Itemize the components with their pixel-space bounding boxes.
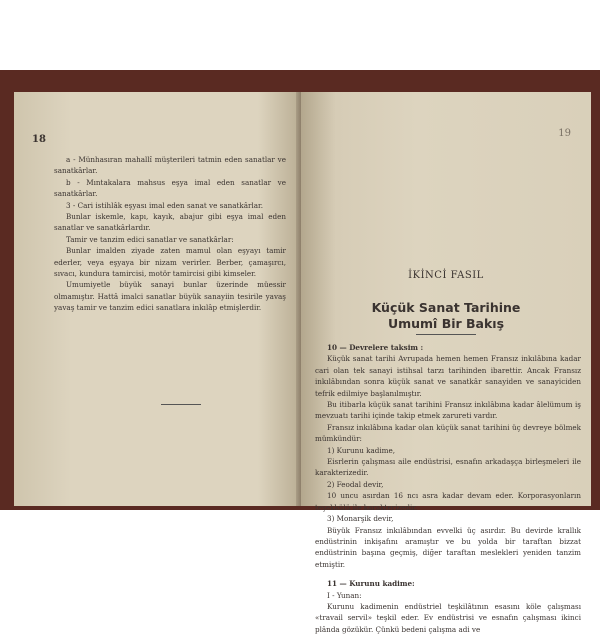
section-heading: 10 — Devrelere taksim : (327, 343, 424, 352)
paragraph: Küçük sanat tarihi Avrupada hemen hemen Fransız inkılâbına kadar cari olan tek sanayi istihsal tarzı tarihinden ibarettir. Ancak Fransız inkılâbından sonra küçük sanat ve sanatkâr sanayiden ve sanayiciden tefrik edilmiye başlanılmıştır. (315, 354, 581, 398)
list-item: 1) Kurunu kadime, (327, 445, 396, 455)
paragraph: Umumiyetle büyük sanayi bunlar üzerinde müessir olmamıştır. Hattâ imalci sanatlar büyük sanayiin tesirile yavaş yavaş tamir ve tanzim edici sanatlara inkılâp etmişlerdir. (54, 280, 286, 313)
left-page (14, 92, 301, 506)
list-item: 3) Monarşik devir, (327, 514, 394, 524)
paragraph: Eisrlerin çalışması aile endüstrisi, esnafın arkadaşça birleşmeleri ile karakterizedir. (315, 457, 581, 478)
section-heading: 11 — Kurunu kadime: (327, 579, 415, 589)
page-number: 19 (558, 128, 571, 139)
paragraph: Bunlar imalden ziyade zaten mamul olan eşyayı tamir ederler, veya eşyaya bir nizam verirler. Berber, çamaşırcı, sıvacı, kundura tamircisi, motör tamircisi gibi kimseler. (54, 246, 286, 279)
chapter-title-line1: Küçük Sanat Tarihine (371, 300, 521, 315)
chapter-label: İKİNCİ FASIL (408, 270, 484, 281)
paragraph: a - Münhasıran mahallî müşterileri tatmin eden sanatlar ve sanatkârlar. (54, 155, 286, 176)
page-number: 18 (32, 134, 46, 145)
paragraph: Fransız inkılâbına kadar olan küçük sanat tarihini üç devreye bölmek mümkündür: (315, 422, 581, 444)
paragraph: Tamir ve tanzim edici sanatlar ve sanatkârlar: (66, 234, 234, 244)
right-page-text (315, 340, 581, 635)
paragraph: 10 uncu asırdan 16 ncı asra kadar devam eder. Korporasyonların teşekkülü ile karakterizedir. (315, 491, 581, 512)
left-page-text (54, 154, 286, 314)
chapter-title-line2: Umumî Bir Bakış (387, 316, 505, 331)
list-item: I - Yunan: (327, 590, 362, 600)
chapter-title-rule (416, 334, 476, 335)
section-separator-rule (161, 404, 201, 405)
paragraph: Bu itibarla küçük sanat tarihini Fransız inkılâbına kadar âlelümum iş mevzuatı tarihi içinde takip etmek zarureti vardır. (315, 400, 581, 421)
paragraph: 3 - Cari istihlâk eşyası imal eden sanat ve sanatkârlar. (66, 200, 263, 210)
paragraph: Bunlar iskemle, kapı, kayık, abajur gibi eşya imal eden sanatlar ve sanatkârlardır. (54, 212, 286, 233)
paragraph: Büyük Fransız inkılâbından evvelki üç asırdır. Bu devirde krallık endüstrinin inkişafını aramıştır ve bu yolda bir taraftan bizzat endüstrinin başına geçmiş, diğer taraftan meslekleri yeniden tanzim etmiştir. (315, 525, 581, 569)
right-page (301, 92, 591, 634)
paragraph: Kurunu kadimenin endüstriel teşkilâtının esasını köle çalışması «travail servil» teşkil eder. Ev endüstrisi ve esnafın çalışması ikinci plânda gözükür. Çünkü bedeni çalışma adi ve (315, 601, 581, 634)
list-item: 2) Feodal devir, (327, 479, 384, 489)
paragraph: b - Mıntakalara mahsus eşya imal eden sanatlar ve sanatkârlar. (54, 177, 286, 199)
